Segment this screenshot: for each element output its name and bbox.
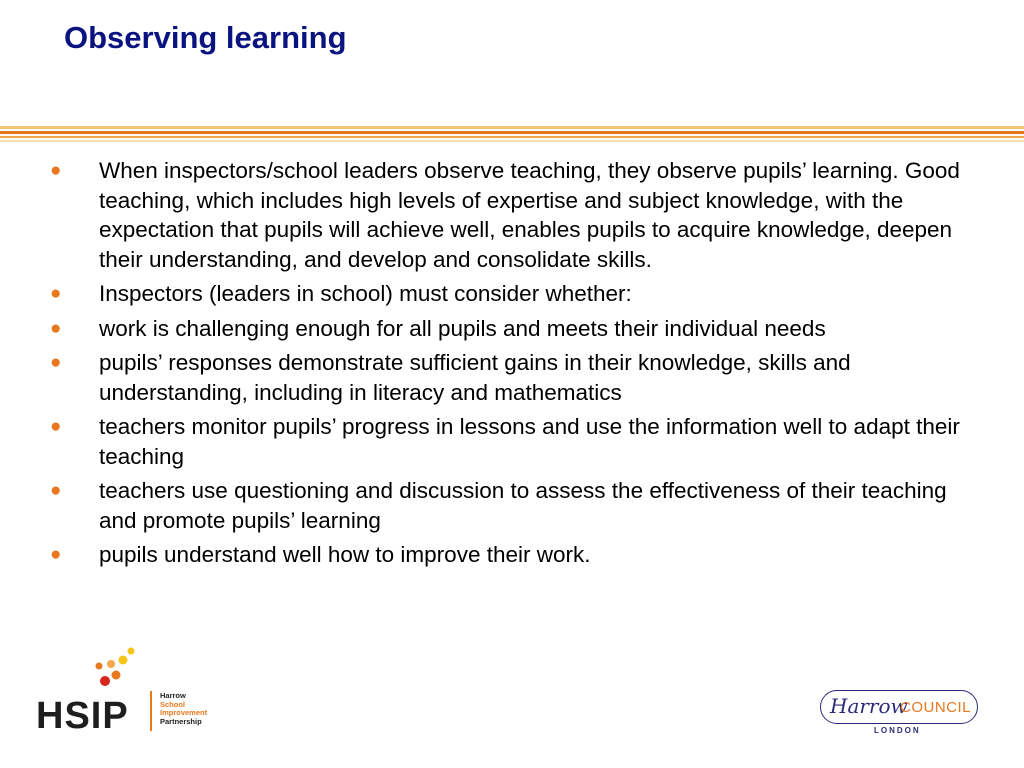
bullet-item [44,348,964,407]
bullet-item [44,476,964,535]
bullet-dot-icon: ● [50,317,62,339]
hsip-divider [150,691,152,731]
hsip-dots-icon [36,645,146,695]
bullet-dot-icon: ● [50,416,62,437]
hsip-subtitle [160,692,207,726]
bullet-list [44,156,964,575]
harrow-council-text: COUNCIL [900,699,972,716]
harrow-script-text: Harrow [830,694,908,718]
hsip-wordmark: HSIP [36,695,129,737]
bullet-text: Inspectors (leaders in school) must consider whether: [99,281,632,306]
bullet-dot-icon: ● [50,283,62,304]
header-divider [0,126,1024,146]
bullet-dot-icon: ● [50,160,62,181]
hsip-line-harrow: Harrow [160,691,186,700]
bullet-text: When inspectors/school leaders observe teaching, they observe pupils’ learning. Good teaching, which includes high levels of expertise and subject knowledge, with the expectation that pupils will achieve well, enables pupils to acquire knowledge, deepen their understanding, and develop and consolidate skills. [99,158,960,272]
bullet-item [44,412,964,471]
hsip-line-improvement: Improvement [160,708,208,718]
bullet-text: pupils’ responses demonstrate sufficient gains in their knowledge, skills and understanding, including in literacy and mathematics [99,350,851,405]
bullet-text: teachers monitor pupils’ progress in lessons and use the information well to adapt their teaching [99,414,960,469]
bullet-dot-icon: ● [50,352,62,373]
bullet-dot-icon: ● [50,544,62,565]
bullet-item [44,279,964,309]
harrow-london-text: LONDON [874,726,921,735]
bullet-item [44,540,964,570]
slide-title: Observing learning [64,20,347,55]
bullet-item [44,156,964,274]
hsip-line-partnership: Partnership [160,716,202,726]
bullet-dot-icon: ● [50,480,62,501]
bullet-text: teachers use questioning and discussion to assess the effectiveness of their teaching and promote pupils’ learning [99,478,947,533]
hsip-line-school: School [160,699,186,709]
bullet-text: pupils understand well how to improve their work. [99,542,591,567]
bullet-item [44,314,964,344]
harrow-council-logo [820,690,982,740]
bullet-text: work is challenging enough for all pupils and meets their individual needs [99,315,826,341]
hsip-logo [36,645,236,735]
